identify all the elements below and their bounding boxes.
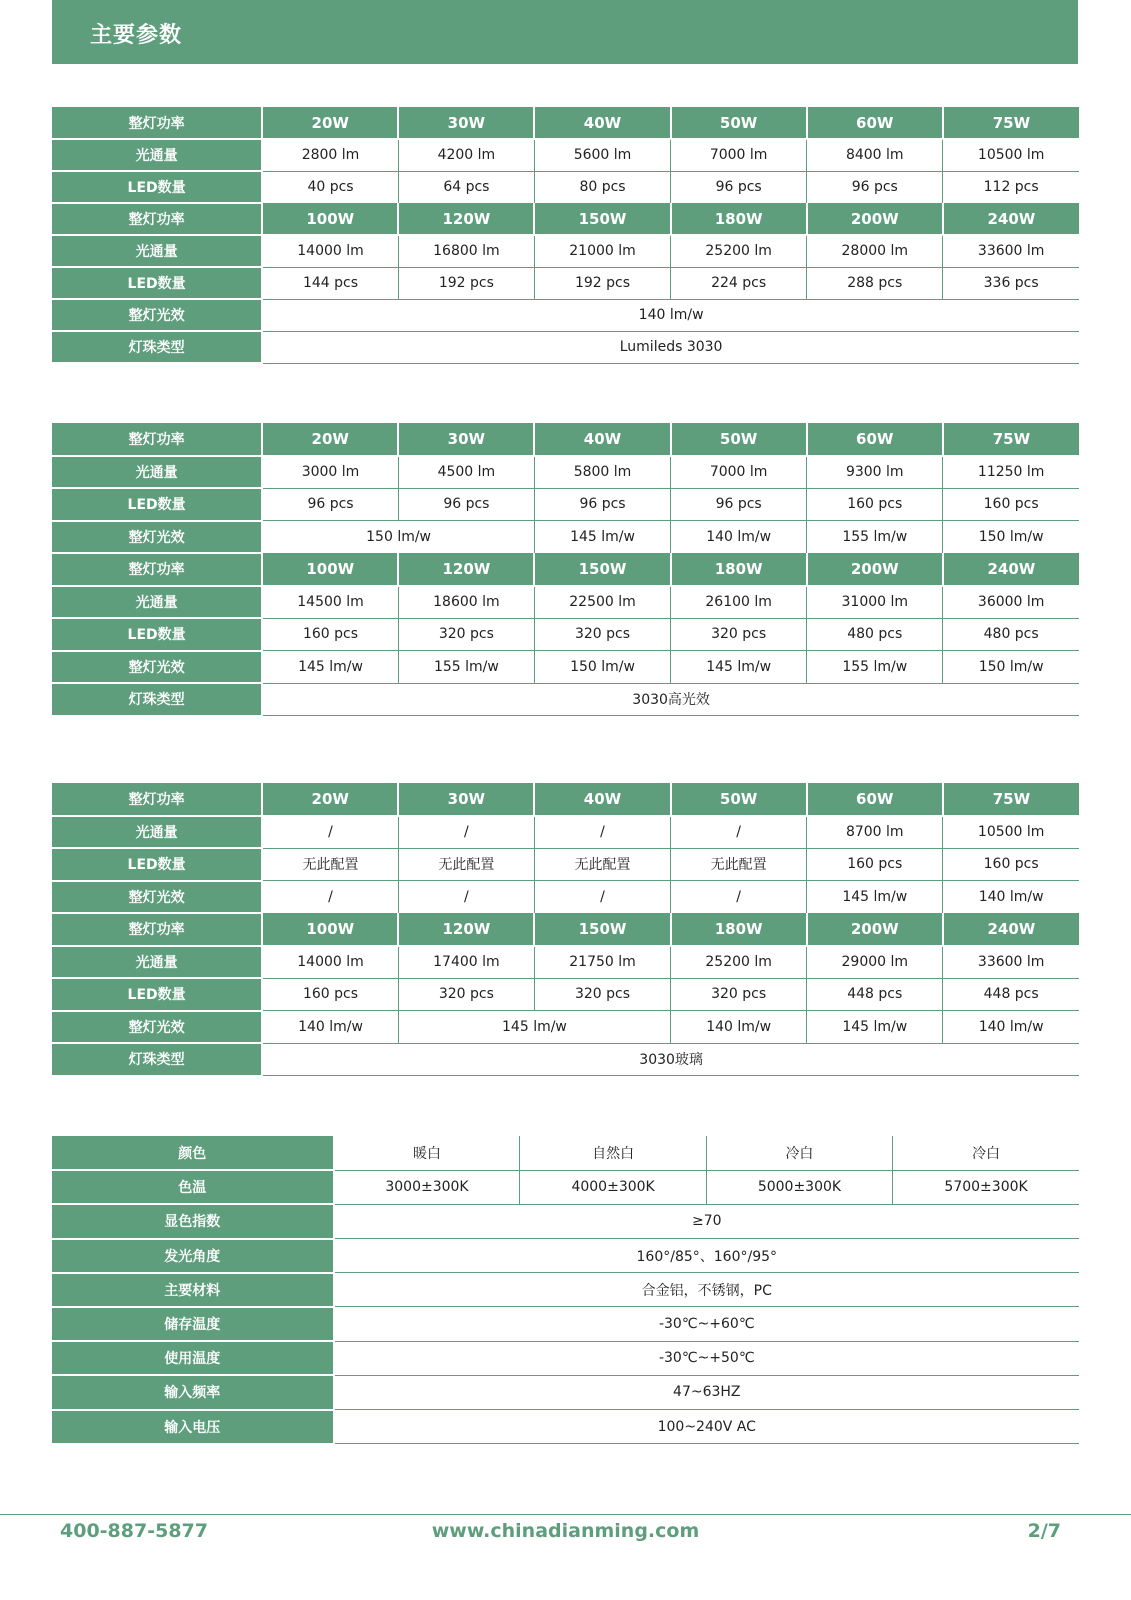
table-cell: 96 pcs (262, 488, 398, 521)
table-cell: 320 pcs (398, 978, 534, 1011)
table-cell: 无此配置 (534, 848, 670, 881)
row-label: 光通量 (52, 586, 262, 619)
wattage-header-cell: 120W (398, 203, 534, 235)
wattage-header-cell: 50W (671, 107, 807, 139)
wattage-header-cell: 30W (398, 423, 534, 456)
table-header-row (52, 107, 1079, 139)
table-row (52, 1136, 1079, 1170)
row-label: 整灯功率 (52, 423, 262, 456)
table-cell: 5000±300K (706, 1170, 892, 1204)
table-cell: 3030高光效 (262, 683, 1079, 716)
row-label: 整灯功率 (52, 203, 262, 235)
table-cell: 暖白 (334, 1136, 520, 1170)
table-cell: 150 lm/w (943, 651, 1079, 684)
wattage-header-cell: 40W (534, 423, 670, 456)
wattage-header-cell: 75W (943, 423, 1079, 456)
row-label: 整灯功率 (52, 553, 262, 586)
table-cell: 冷白 (706, 1136, 892, 1170)
row-label: LED数量 (52, 267, 262, 299)
table-cell: 96 pcs (671, 488, 807, 521)
table-cell: 160 pcs (807, 848, 943, 881)
wattage-header-cell: 200W (807, 203, 943, 235)
table-cell: 100~240V AC (334, 1410, 1079, 1444)
table-cell: / (534, 816, 670, 849)
row-label: 储存温度 (52, 1307, 334, 1341)
wattage-header-cell: 150W (534, 203, 670, 235)
table-cell: 4200 lm (398, 139, 534, 171)
table-cell: / (262, 816, 398, 849)
table-cell: 29000 lm (807, 946, 943, 979)
table-cell: 33600 lm (943, 946, 1079, 979)
table-row (52, 1239, 1079, 1273)
table-row (52, 1170, 1079, 1204)
table-cell: ≥70 (334, 1204, 1079, 1238)
table-header-row (52, 553, 1079, 586)
row-label: 使用温度 (52, 1341, 334, 1375)
wattage-header-cell: 30W (398, 107, 534, 139)
table-header-row (52, 913, 1079, 946)
table-cell: 112 pcs (943, 171, 1079, 203)
table-cell: 21000 lm (534, 235, 670, 267)
table-cell: 160 pcs (943, 848, 1079, 881)
table-cell: 7000 lm (671, 139, 807, 171)
table-cell: 150 lm/w (943, 521, 1079, 554)
table-cell: 5600 lm (534, 139, 670, 171)
table-cell: 160 pcs (262, 978, 398, 1011)
table-cell: 14000 lm (262, 946, 398, 979)
row-label: 整灯光效 (52, 299, 262, 331)
table-cell: 36000 lm (943, 586, 1079, 619)
table-header-row (52, 783, 1079, 816)
wattage-header-cell: 40W (534, 107, 670, 139)
footer-page-number: 2/7 (1027, 1520, 1061, 1542)
table-cell: 448 pcs (943, 978, 1079, 1011)
table-row (52, 1273, 1079, 1307)
wattage-header-cell: 180W (671, 913, 807, 946)
table-row (52, 488, 1079, 521)
wattage-header-cell: 60W (807, 783, 943, 816)
row-label: 光通量 (52, 816, 262, 849)
table-row (52, 521, 1079, 554)
table-cell: 8400 lm (807, 139, 943, 171)
wattage-header-cell: 75W (943, 107, 1079, 139)
wattage-header-cell: 120W (398, 913, 534, 946)
table-cell: 160°/85°、160°/95° (334, 1239, 1079, 1273)
table-cell: 160 pcs (262, 618, 398, 651)
wattage-header-cell: 150W (534, 913, 670, 946)
table-cell: 22500 lm (534, 586, 670, 619)
table-row (52, 683, 1079, 716)
wattage-header-cell: 200W (807, 553, 943, 586)
row-label: 灯珠类型 (52, 683, 262, 716)
table-row (52, 978, 1079, 1011)
table-cell: 155 lm/w (807, 521, 943, 554)
row-label: 光通量 (52, 456, 262, 489)
wattage-header-cell: 20W (262, 783, 398, 816)
table-cell: 14500 lm (262, 586, 398, 619)
table-cell: 140 lm/w (671, 1011, 807, 1044)
table-cell: 无此配置 (398, 848, 534, 881)
table-cell: 480 pcs (943, 618, 1079, 651)
table-cell: 3000±300K (334, 1170, 520, 1204)
table-cell: Lumileds 3030 (262, 331, 1079, 363)
table-cell: 96 pcs (398, 488, 534, 521)
table-header-row (52, 423, 1079, 456)
wattage-header-cell: 180W (671, 553, 807, 586)
table-cell: 145 lm/w (807, 881, 943, 914)
table-row (52, 586, 1079, 619)
table-cell: / (262, 881, 398, 914)
spec-table-2 (52, 423, 1079, 717)
table-row (52, 1375, 1079, 1409)
wattage-header-cell: 20W (262, 107, 398, 139)
table-cell: 18600 lm (398, 586, 534, 619)
table-cell: 2800 lm (262, 139, 398, 171)
table-cell: 150 lm/w (534, 651, 670, 684)
table-cell: 320 pcs (534, 618, 670, 651)
row-label: 整灯功率 (52, 783, 262, 816)
table-cell: 192 pcs (534, 267, 670, 299)
wattage-header-cell: 60W (807, 423, 943, 456)
wattage-header-cell: 40W (534, 783, 670, 816)
table-cell: 140 lm/w (671, 521, 807, 554)
row-label: 整灯光效 (52, 1011, 262, 1044)
table-cell: 320 pcs (671, 618, 807, 651)
table-cell: 7000 lm (671, 456, 807, 489)
table-cell: 80 pcs (534, 171, 670, 203)
table-row (52, 1043, 1079, 1076)
table-cell: 155 lm/w (398, 651, 534, 684)
table-row (52, 651, 1079, 684)
table-cell: 9300 lm (807, 456, 943, 489)
row-label: 整灯光效 (52, 521, 262, 554)
table-cell: 合金铝，不锈钢，PC (334, 1273, 1079, 1307)
table-row (52, 139, 1079, 171)
table-cell: -30℃~+60℃ (334, 1307, 1079, 1341)
table-row (52, 618, 1079, 651)
table-row (52, 171, 1079, 203)
table-cell: 140 lm/w (262, 1011, 398, 1044)
table-cell: 144 pcs (262, 267, 398, 299)
table-cell: 26100 lm (671, 586, 807, 619)
table-cell: 14000 lm (262, 235, 398, 267)
table-cell: / (398, 816, 534, 849)
table-cell: 192 pcs (398, 267, 534, 299)
table-cell: 无此配置 (671, 848, 807, 881)
wattage-header-cell: 50W (671, 423, 807, 456)
row-label: 输入频率 (52, 1375, 334, 1409)
page-header (52, 0, 1078, 64)
row-label: LED数量 (52, 848, 262, 881)
wattage-header-cell: 75W (943, 783, 1079, 816)
row-label: 色温 (52, 1170, 334, 1204)
wattage-header-cell: 120W (398, 553, 534, 586)
row-label: 主要材料 (52, 1273, 334, 1307)
table-cell: 无此配置 (262, 848, 398, 881)
table-cell: 10500 lm (943, 139, 1079, 171)
row-label: 显色指数 (52, 1204, 334, 1238)
table-cell: 25200 lm (671, 235, 807, 267)
table-row (52, 1410, 1079, 1444)
footer-divider (0, 1514, 1131, 1515)
table-cell: 17400 lm (398, 946, 534, 979)
row-label: 整灯光效 (52, 881, 262, 914)
table-cell: 33600 lm (943, 235, 1079, 267)
table-row (52, 1204, 1079, 1238)
table-cell: 21750 lm (534, 946, 670, 979)
table-cell: 145 lm/w (807, 1011, 943, 1044)
table-cell: 160 pcs (807, 488, 943, 521)
table-cell: 140 lm/w (943, 881, 1079, 914)
table-cell: 145 lm/w (398, 1011, 670, 1044)
table-row (52, 1307, 1079, 1341)
table-cell: 3030玻璃 (262, 1043, 1079, 1076)
table-cell: 320 pcs (534, 978, 670, 1011)
table-row (52, 1011, 1079, 1044)
table-cell: 480 pcs (807, 618, 943, 651)
row-label: 灯珠类型 (52, 1043, 262, 1076)
table-cell: 5800 lm (534, 456, 670, 489)
wattage-header-cell: 240W (943, 203, 1079, 235)
spec-table-1 (52, 107, 1079, 364)
table-cell: 224 pcs (671, 267, 807, 299)
table-cell: 320 pcs (398, 618, 534, 651)
wattage-header-cell: 200W (807, 913, 943, 946)
wattage-header-cell: 100W (262, 913, 398, 946)
table-cell: 64 pcs (398, 171, 534, 203)
table-row (52, 299, 1079, 331)
spec-table-general (52, 1136, 1079, 1445)
table-cell: 16800 lm (398, 235, 534, 267)
table-cell: 冷白 (893, 1136, 1079, 1170)
row-label: 发光角度 (52, 1239, 334, 1273)
row-label: LED数量 (52, 488, 262, 521)
row-label: 整灯功率 (52, 107, 262, 139)
row-label: LED数量 (52, 171, 262, 203)
table-row (52, 881, 1079, 914)
table-cell: 96 pcs (807, 171, 943, 203)
table-cell: 31000 lm (807, 586, 943, 619)
table-cell: / (671, 881, 807, 914)
wattage-header-cell: 100W (262, 203, 398, 235)
wattage-header-cell: 30W (398, 783, 534, 816)
table-cell: 10500 lm (943, 816, 1079, 849)
table-cell: 3000 lm (262, 456, 398, 489)
wattage-header-cell: 180W (671, 203, 807, 235)
table-cell: / (671, 816, 807, 849)
table-cell: 96 pcs (671, 171, 807, 203)
row-label: 灯珠类型 (52, 331, 262, 363)
wattage-header-cell: 20W (262, 423, 398, 456)
table-cell: 5700±300K (893, 1170, 1079, 1204)
table-cell: 160 pcs (943, 488, 1079, 521)
table-cell: 96 pcs (534, 488, 670, 521)
table-cell: 320 pcs (671, 978, 807, 1011)
table-row (52, 1341, 1079, 1375)
row-label: 输入电压 (52, 1410, 334, 1444)
table-cell: 150 lm/w (262, 521, 534, 554)
table-cell: / (398, 881, 534, 914)
table-row (52, 946, 1079, 979)
footer-phone: 400-887-5877 (60, 1520, 208, 1542)
table-cell: 47~63HZ (334, 1375, 1079, 1409)
row-label: 光通量 (52, 946, 262, 979)
table-cell: 145 lm/w (671, 651, 807, 684)
table-row (52, 456, 1079, 489)
table-cell: 155 lm/w (807, 651, 943, 684)
table-cell: -30℃~+50℃ (334, 1341, 1079, 1375)
table-cell: 140 lm/w (262, 299, 1079, 331)
table-cell: 336 pcs (943, 267, 1079, 299)
table-cell: 145 lm/w (262, 651, 398, 684)
table-row (52, 267, 1079, 299)
row-label: 光通量 (52, 139, 262, 171)
wattage-header-cell: 240W (943, 913, 1079, 946)
row-label: 光通量 (52, 235, 262, 267)
wattage-header-cell: 60W (807, 107, 943, 139)
row-label: 颜色 (52, 1136, 334, 1170)
table-row (52, 235, 1079, 267)
table-cell: 4500 lm (398, 456, 534, 489)
table-row (52, 848, 1079, 881)
footer-website: www.chinadianming.com (431, 1520, 700, 1542)
row-label: 整灯光效 (52, 651, 262, 684)
table-header-row (52, 203, 1079, 235)
wattage-header-cell: 100W (262, 553, 398, 586)
row-label: 整灯功率 (52, 913, 262, 946)
wattage-header-cell: 150W (534, 553, 670, 586)
row-label: LED数量 (52, 618, 262, 651)
wattage-header-cell: 240W (943, 553, 1079, 586)
spec-table-3 (52, 783, 1079, 1077)
row-label: LED数量 (52, 978, 262, 1011)
table-cell: 28000 lm (807, 235, 943, 267)
table-cell: 288 pcs (807, 267, 943, 299)
table-row (52, 816, 1079, 849)
wattage-header-cell: 50W (671, 783, 807, 816)
table-cell: 40 pcs (262, 171, 398, 203)
table-cell: 8700 lm (807, 816, 943, 849)
table-cell: 448 pcs (807, 978, 943, 1011)
table-cell: 140 lm/w (943, 1011, 1079, 1044)
table-cell: 4000±300K (520, 1170, 706, 1204)
table-cell: / (534, 881, 670, 914)
table-cell: 自然白 (520, 1136, 706, 1170)
table-cell: 11250 lm (943, 456, 1079, 489)
table-cell: 145 lm/w (534, 521, 670, 554)
table-row (52, 331, 1079, 363)
page-title: 主要参数 (90, 23, 183, 48)
table-cell: 25200 lm (671, 946, 807, 979)
